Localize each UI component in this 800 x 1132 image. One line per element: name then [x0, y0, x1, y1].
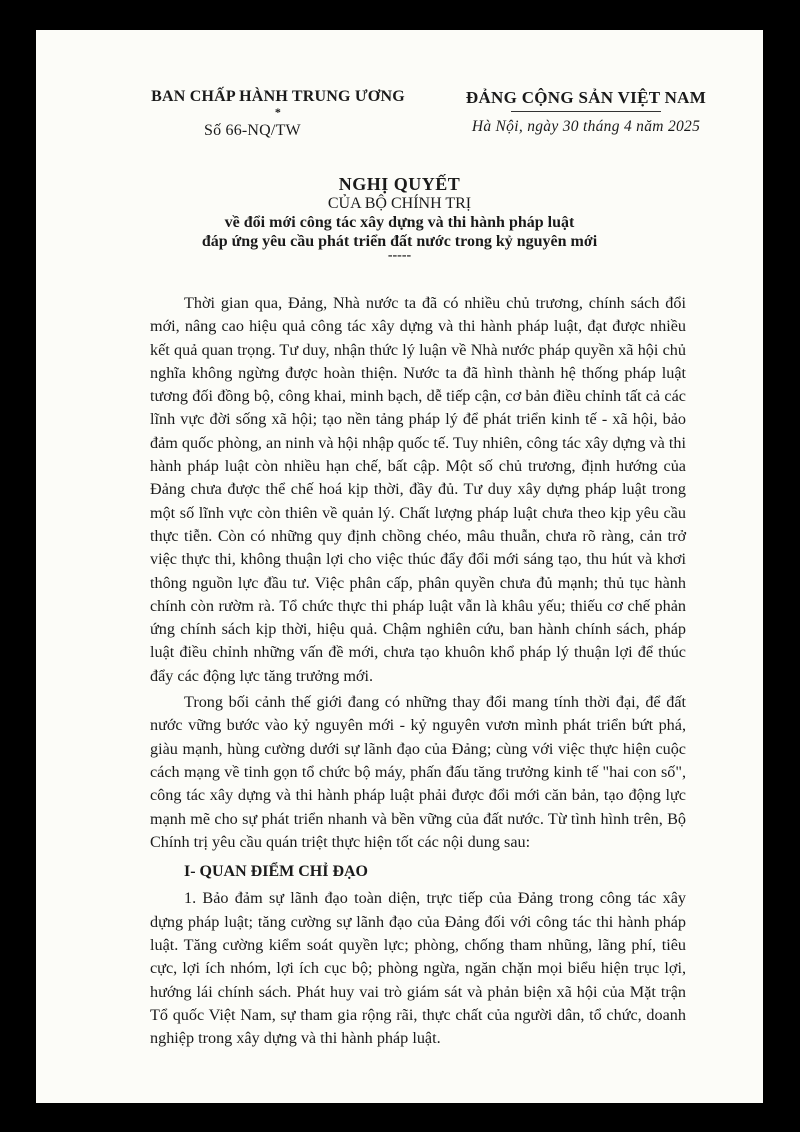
document-type: NGHỊ QUYẾT: [338, 174, 461, 194]
issuer-line: CỦA BỘ CHÍNH TRỊ: [327, 195, 472, 212]
document-number: Số 66-NQ/TW: [204, 122, 301, 139]
subject-line-2: đáp ứng yêu cầu phát triển đất nước trong kỷ nguyên mới: [201, 233, 598, 250]
party-name: ĐẢNG CỘNG SẢN VIỆT NAM: [465, 88, 707, 107]
document-page: [36, 30, 763, 1103]
paragraph-3: 1. Bảo đảm sự lãnh đạo toàn diện, trực tiếp của Đảng trong công tác xây dựng pháp luật; tăng cường sự lãnh đạo của Đảng đối với công tác thi hành pháp luật. Tăng cường kiểm soát quyền lực; phòng, chống tham nhũng, lãng phí, tiêu cực, lợi ích nhóm, lợi ích cục bộ; phòng ngừa, ngăn chặn mọi biểu hiện trục lợi, hướng lái chính sách. Phát huy vai trò giám sát và phản biện xã hội của Mặt trận Tổ quốc Việt Nam, sự tham gia rộng rãi, thực chất của người dân, tổ chức, doanh nghiệp trong xây dựng và thi hành pháp luật.: [150, 889, 686, 1048]
party-underline: [511, 111, 661, 112]
title-separator: -----: [387, 248, 412, 263]
header-right: [446, 88, 726, 136]
paragraph-2: Trong bối cảnh thế giới đang có những thay đổi mang tính thời đại, để đất nước vững bước vào kỷ nguyên mới - kỷ nguyên vươn mình phát triển bứt phá, giàu mạnh, hùng cường dưới sự lãnh đạo của Đảng; cùng với việc thực hiện cuộc cách mạng về tinh gọn tổ chức bộ máy, phấn đấu tăng trưởng kinh tế "hai con số", công tác xây dựng và thi hành pháp luật phải được đổi mới căn bản, tạo động lực mạnh mẽ cho sự phát triển nhanh và bền vững của đất nước. Từ tình hình trên, Bộ Chính trị yêu cầu quán triệt thực hiện tốt các nội dung sau:: [150, 693, 686, 851]
header-left: [128, 88, 428, 140]
title-block: [36, 174, 763, 261]
subject-line-1: về đổi mới công tác xây dựng và thi hành pháp luật: [224, 214, 575, 231]
document-body: [150, 292, 686, 1051]
star-mark: *: [274, 105, 282, 119]
issuing-body: BAN CHẤP HÀNH TRUNG ƯƠNG: [151, 88, 405, 105]
section-heading-1: I- QUAN ĐIỂM CHỈ ĐẠO: [184, 863, 368, 881]
place-date: Hà Nội, ngày 30 tháng 4 năm 2025: [471, 118, 701, 135]
paragraph-1: Thời gian qua, Đảng, Nhà nước ta đã có nhiều chủ trương, chính sách đổi mới, nâng cao hiệu quả công tác xây dựng và thi hành pháp luật, đạt được nhiều kết quả quan trọng. Tư duy, nhận thức lý luận về Nhà nước pháp quyền xã hội chủ nghĩa không ngừng được hoàn thiện. Nước ta đã hình thành hệ thống pháp luật tương đối đồng bộ, công khai, minh bạch, dễ tiếp cận, cơ bản điều chỉnh tất cả các lĩnh vực đời sống xã hội; tạo nền tảng pháp lý để phát triển kinh tế - xã hội, bảo đảm quốc phòng, an ninh và hội nhập quốc tế. Tuy nhiên, công tác xây dựng và thi hành pháp luật còn nhiều hạn chế, bất cập. Một số chủ trương, định hướng của Đảng chưa được thể chế hoá kịp thời, đầy đủ. Tư duy xây dựng pháp luật trong một số lĩnh vực còn thiên về quản lý. Chất lượng pháp luật chưa theo kịp yêu cầu thực tiễn. Còn có những quy định chồng chéo, mâu thuẫn, chưa rõ ràng, cản trở việc thực thi, không thuận lợi cho việc thúc đẩy đổi mới sáng tạo, thu hút và khơi thông nguồn lực đầu tư. Việc phân cấp, phân quyền chưa đủ mạnh; thủ tục hành chính còn rườm rà. Tổ chức thực thi pháp luật vẫn là khâu yếu; thiếu cơ chế phản ứng chính sách kịp thời, hiệu quả. Chậm nghiên cứu, ban hành chính sách, pháp luật điều chỉnh những vấn đề mới, chưa tạo khuôn khổ pháp lý thuận lợi để thúc đẩy các động lực tăng trưởng mới.: [150, 294, 686, 685]
